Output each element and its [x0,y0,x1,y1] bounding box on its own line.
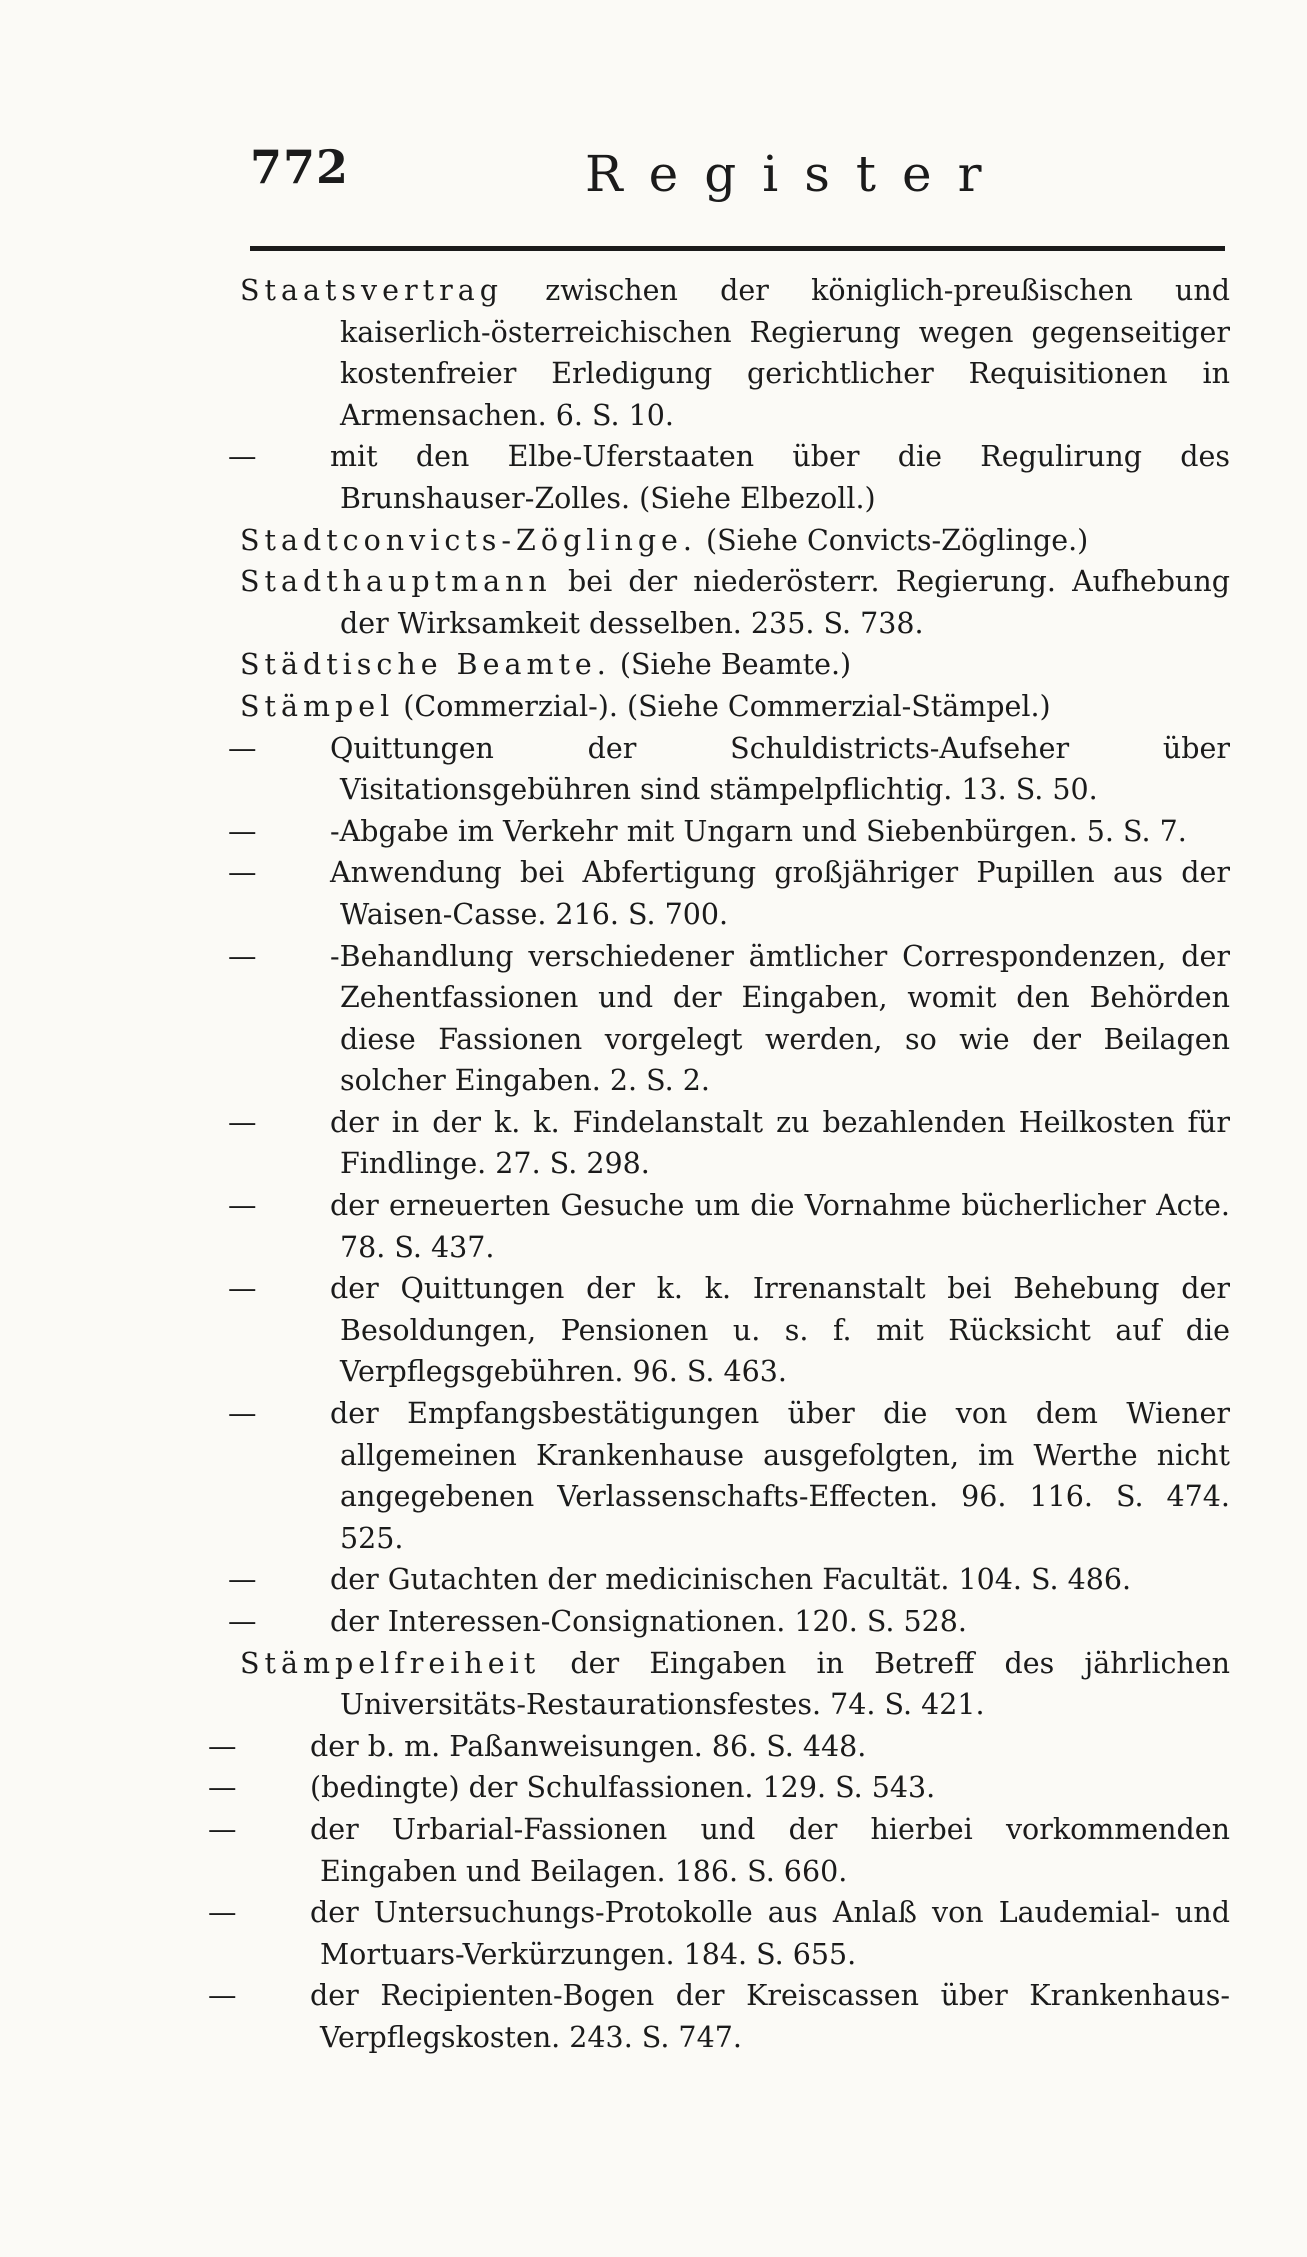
entry-dash: — [208,1771,237,1805]
entry-head: Stämpel [240,689,395,723]
entry-dash: — [228,856,257,890]
entry-dash: — [228,440,257,474]
entry-dash: — [228,939,257,973]
register-subentry [228,936,1230,1102]
entry-dash: — [208,1729,237,1763]
register-subentry [228,1559,1230,1601]
register-subentry [208,1809,1230,1892]
entry-head: Stadthauptmann [240,565,552,599]
entry-head: Staatsvertrag [240,274,503,307]
entry-text: der Untersuchungs-Protokolle aus Anlaß von Laudemial- und Mortuars-Verkürzungen. 184. S. 655. [310,1896,1230,1971]
register-entry [240,644,1230,686]
entry-text: zwischen der königlich-preußischen und kaiserlich-österreichischen Regierung wegen gegenseitiger kostenfreier Erledigung gerichtlicher Requisitionen in Armensachen. 6. S. 10. [340,274,1230,432]
entry-text: bei der niederösterr. Regierung. Aufhebung der Wirksamkeit desselben. 235. S. 738. [340,565,1230,640]
register-entry [240,1643,1230,1726]
entry-dash: — [228,1272,257,1306]
entry-dash: — [228,814,257,848]
register-subentry [208,1975,1230,2058]
entry-text: der Eingaben in Betreff des jährlichen Universitäts-Restaurationsfestes. 74. S. 421. [340,1646,1230,1722]
register-entry [240,270,1230,436]
entry-text: -Behandlung verschiedener ämtlicher Correspondenzen, der Zehentfassionen und der Eingaben, womit den Behörden diese Fassionen vorgelegt werden, so wie der Beilagen solcher Eingaben. 2. S. 2. [330,939,1230,1098]
entry-head: Stadtconvicts-Zöglinge. [240,523,697,557]
register-subentry [228,436,1230,519]
register-entry [240,561,1230,644]
register-entry [240,520,1230,562]
entry-dash: — [228,1605,257,1638]
entry-text: (bedingte) der Schulfassionen. 129. S. 543. [310,1771,936,1805]
register-subentry [228,811,1230,853]
register-subentry [228,1268,1230,1393]
entry-text: der Recipienten-Bogen der Kreiscassen über Krankenhaus-Verpflegskosten. 243. S. 747. [310,1979,1230,2054]
entry-text: Anwendung bei Abfertigung großjähriger Pupillen aus der Waisen-Casse. 216. S. 700. [330,856,1230,931]
entry-text: der Urbarial-Fassionen und der hierbei vorkommenden Eingaben und Beilagen. 186. S. 660. [310,1812,1230,1888]
entry-text: der Interessen-Consignationen. 120. S. 528. [330,1605,967,1638]
entry-dash: — [208,1979,237,2013]
register-subentry [228,728,1230,811]
entry-dash: — [228,1189,257,1223]
entry-text: der b. m. Paßanweisungen. 86. S. 448. [310,1729,867,1763]
register-subentry [228,1102,1230,1185]
entry-dash: — [228,1105,257,1139]
register-subentry [208,1767,1230,1809]
entry-text: mit den Elbe-Uferstaaten über die Regulirung des Brunshauser-Zolles. (Siehe Elbezoll.) [330,440,1230,515]
entry-text: (Siehe Beamte.) [610,648,852,682]
register-subentry [228,1393,1230,1559]
register-subentry [208,1726,1230,1768]
entry-text: -Abgabe im Verkehr mit Ungarn und Siebenbürgen. 5. S. 7. [330,814,1187,848]
page-title: Register [585,145,1008,203]
entry-head: Städtische Beamte. [240,648,611,682]
entry-text: der in der k. k. Findelanstalt zu bezahlenden Heilkosten für Findlinge. 27. S. 298. [330,1105,1230,1181]
register-body [208,270,1230,2059]
entry-text: der Empfangsbestätigungen über die von dem Wiener allgemeinen Krankenhause ausgefolgten, im Werthe nicht angegebenen Verlassenschafts-Effecten. 96. 116. S. 474. 525. [330,1397,1230,1555]
entry-text: (Siehe Convicts-Zöglinge.) [697,523,1089,557]
entry-dash: — [228,1397,257,1431]
entry-dash: — [208,1812,237,1846]
entry-head: Stämpelfreiheit [240,1646,541,1680]
entry-text: der erneuerten Gesuche um die Vornahme bücherlicher Acte. 78. S. 437. [330,1189,1230,1264]
entry-text: (Commerzial-). (Siehe Commerzial-Stämpel.) [394,689,1051,723]
page-number: 772 [250,140,350,194]
register-subentry [228,1185,1230,1268]
header-rule [250,246,1225,251]
register-subentry [208,1892,1230,1975]
entry-text: der Quittungen der k. k. Irrenanstalt bei Behebung der Besoldungen, Pensionen u. s. f. mit Rücksicht auf die Verpflegsgebühren. 96. S. 463. [330,1272,1230,1389]
entry-dash: — [228,1563,257,1597]
register-subentry [228,852,1230,935]
entry-dash: — [228,731,257,765]
register-entry [240,686,1230,728]
entry-text: der Gutachten der medicinischen Facultät. 104. S. 486. [330,1563,1132,1597]
entry-dash: — [208,1896,237,1930]
register-subentry [228,1601,1230,1643]
entry-text: Quittungen der Schuldistricts-Aufseher über Visitationsgebühren sind stämpelpflichtig. 13. S. 50. [330,731,1230,807]
